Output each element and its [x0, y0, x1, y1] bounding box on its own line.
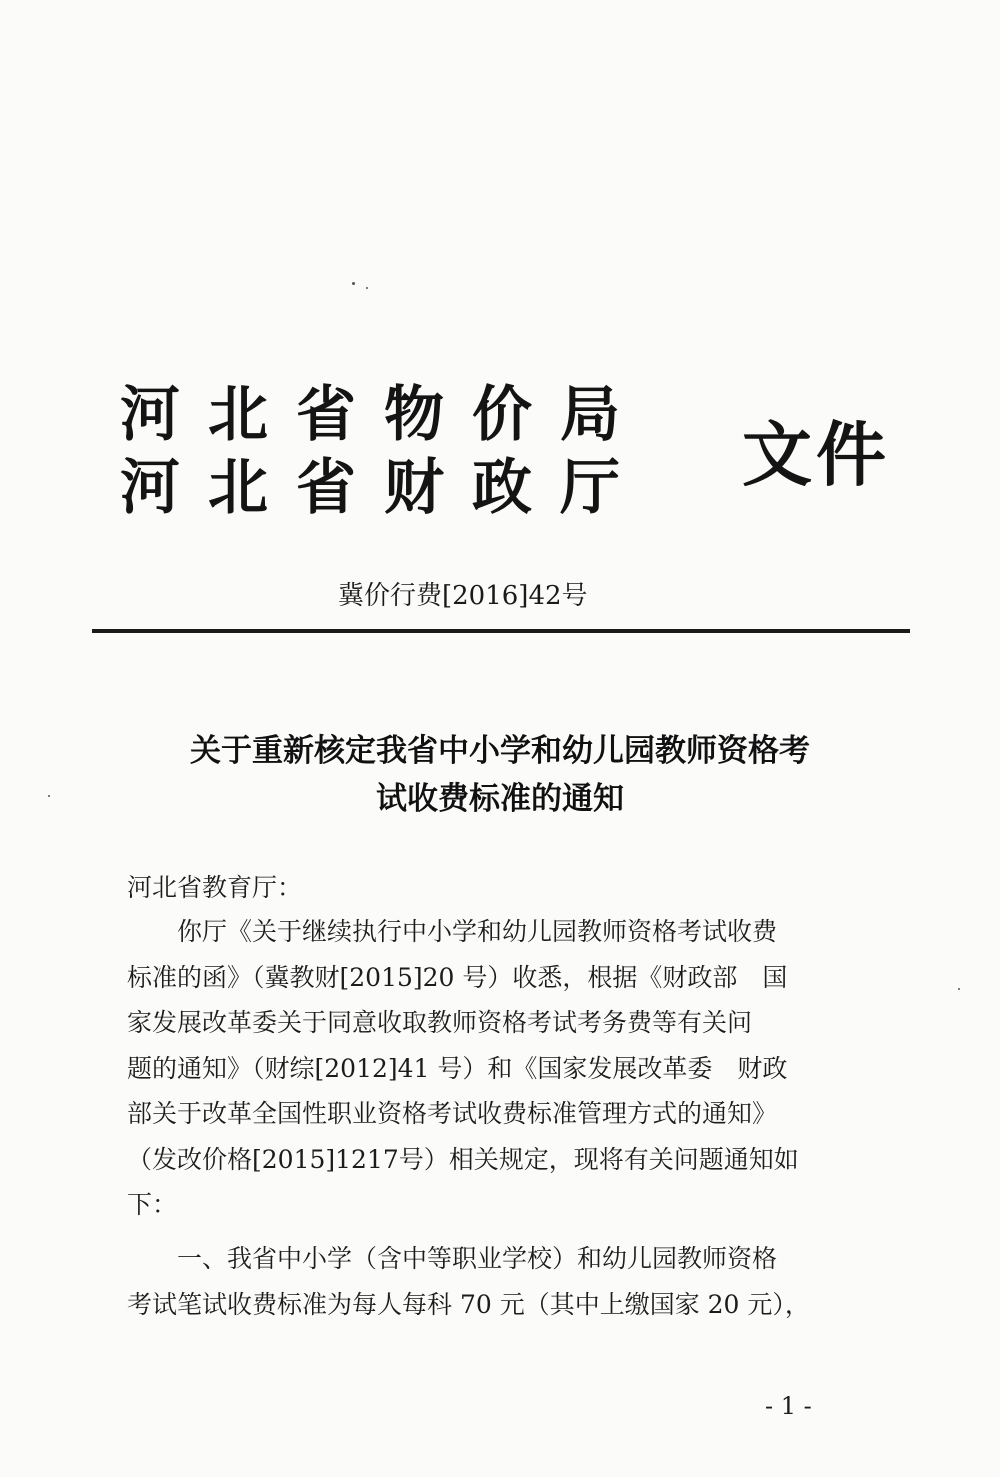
page-number: - 1 -: [765, 1392, 812, 1420]
issuing-org-price-bureau: 河北省物价局: [120, 380, 648, 450]
paragraph-line: 部关于改革全国性职业资格考试收费标准管理方式的通知》: [127, 1099, 778, 1128]
paragraph-line: 家发展改革委关于同意收取教师资格考试考务费等有关问: [127, 1008, 753, 1037]
body-paragraph-2: [127, 1236, 847, 1327]
paragraph-line: 你厅《关于继续执行中小学和幼儿园教师资格考试收费: [177, 917, 778, 946]
scan-speck: [958, 988, 960, 990]
title-line-1: 关于重新核定我省中小学和幼儿园教师资格考: [190, 733, 810, 769]
scan-speck: [48, 795, 50, 797]
scan-speck: [352, 282, 355, 285]
scan-speck: [366, 287, 368, 289]
paragraph-line: 题的通知》（财综[2012]41 号）和《国家发展改革委 财政: [127, 1053, 788, 1083]
document-type-label: 文件: [742, 413, 890, 496]
document-title: [120, 727, 880, 823]
document-number: 冀价行费[2016]42号: [338, 581, 588, 611]
paragraph-line: 下：: [127, 1190, 178, 1219]
paragraph-line: 一、我省中小学（含中等职业学校）和幼儿园教师资格: [177, 1244, 778, 1273]
issuing-org-finance-department: 河北省财政厅: [120, 453, 648, 523]
paragraph-line: （发改价格[2015]1217号）相关规定，现将有关问题通知如: [127, 1144, 799, 1174]
header-divider-rule: [92, 629, 910, 633]
title-line-2: 试收费标准的通知: [376, 781, 624, 817]
paragraph-line: 考试笔试收费标准为每人每科 70 元（其中上缴国家 20 元），: [127, 1289, 810, 1319]
paragraph-line: 标准的函》（冀教财[2015]20 号）收悉，根据《财政部 国: [127, 962, 788, 992]
body-paragraph-1: [127, 909, 847, 1228]
salutation: 河北省教育厅：: [127, 873, 303, 902]
